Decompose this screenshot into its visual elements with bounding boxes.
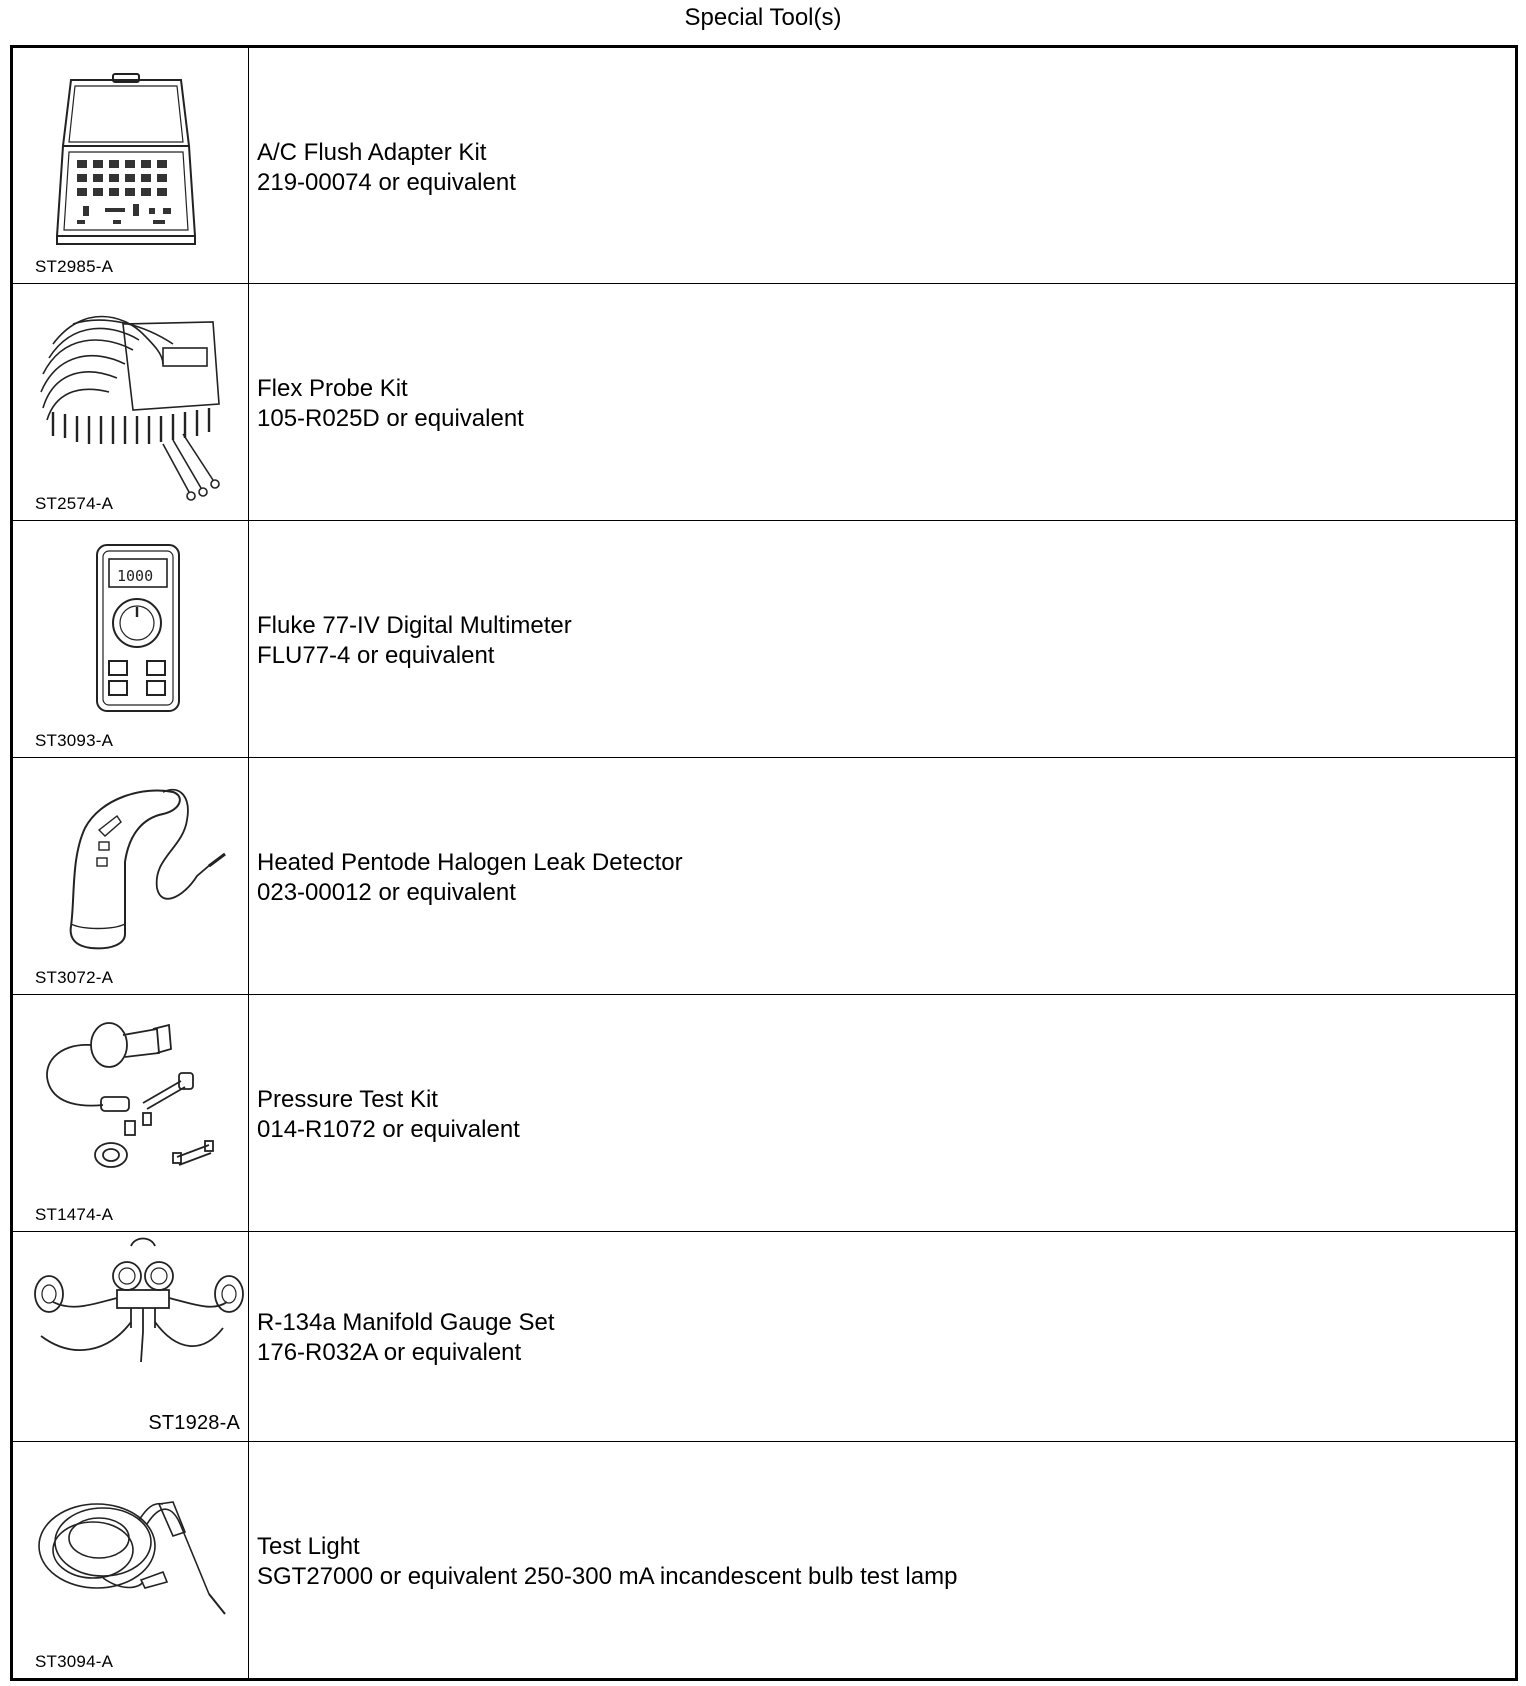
tool-description-cell	[249, 1442, 1515, 1678]
multimeter-display: 1000	[117, 567, 154, 585]
tool-image-cell	[13, 758, 249, 994]
special-tools-table	[10, 45, 1518, 1681]
tool-row	[13, 284, 1515, 521]
tool-row	[13, 1232, 1515, 1442]
flex-probe-kit-icon	[13, 284, 249, 520]
tool-description-cell	[249, 758, 1515, 994]
tool-description-cell	[249, 1232, 1515, 1441]
tool-part-number: FLU77-4 or equivalent	[257, 642, 495, 669]
leak-detector-icon	[13, 758, 249, 994]
page-title: Special Tool(s)	[684, 4, 842, 31]
tool-name: Heated Pentode Halogen Leak Detector	[257, 849, 683, 876]
tool-name: Flex Probe Kit	[257, 375, 408, 402]
manifold-gauge-icon	[13, 1232, 249, 1441]
tool-image-cell	[13, 1442, 249, 1678]
tool-row	[13, 758, 1515, 995]
tool-part-number: 105-R025D or equivalent	[257, 405, 524, 432]
tool-name: R-134a Manifold Gauge Set	[257, 1309, 555, 1336]
toolkit-case-icon	[13, 48, 249, 283]
tool-image-cell	[13, 48, 249, 283]
tool-part-number: 023-00012 or equivalent	[257, 879, 516, 906]
tool-row	[13, 521, 1515, 758]
tool-image-cell	[13, 284, 249, 520]
tool-row	[13, 48, 1515, 284]
figure-code: ST2574-A	[35, 494, 114, 513]
pressure-test-kit-icon	[13, 995, 249, 1231]
tool-part-number: 176-R032A or equivalent	[257, 1339, 522, 1366]
tool-description-cell	[249, 995, 1515, 1231]
figure-code: ST1928-A	[148, 1412, 240, 1434]
test-light-icon	[13, 1442, 249, 1678]
tool-name: Test Light	[257, 1533, 360, 1560]
figure-code: ST1474-A	[35, 1205, 114, 1224]
tool-image-cell	[13, 1232, 249, 1441]
tool-row	[13, 1442, 1515, 1678]
tool-description-cell	[249, 48, 1515, 283]
figure-code: ST3093-A	[35, 731, 114, 750]
figure-code: ST3072-A	[35, 968, 114, 987]
tool-part-number: 219-00074 or equivalent	[257, 169, 516, 196]
tool-image-cell	[13, 995, 249, 1231]
tool-description-cell	[249, 521, 1515, 757]
figure-code: ST2985-A	[35, 257, 114, 276]
tool-name: A/C Flush Adapter Kit	[257, 139, 487, 166]
tool-description-cell	[249, 284, 1515, 520]
multimeter-icon	[13, 521, 249, 757]
tool-row	[13, 995, 1515, 1232]
tool-part-number: SGT27000 or equivalent 250-300 mA incandescent bulb test lamp	[257, 1563, 958, 1590]
tool-name: Fluke 77-IV Digital Multimeter	[257, 612, 572, 639]
tool-name: Pressure Test Kit	[257, 1086, 438, 1113]
figure-code: ST3094-A	[35, 1652, 114, 1671]
tool-image-cell	[13, 521, 249, 757]
tool-part-number: 014-R1072 or equivalent	[257, 1116, 520, 1143]
